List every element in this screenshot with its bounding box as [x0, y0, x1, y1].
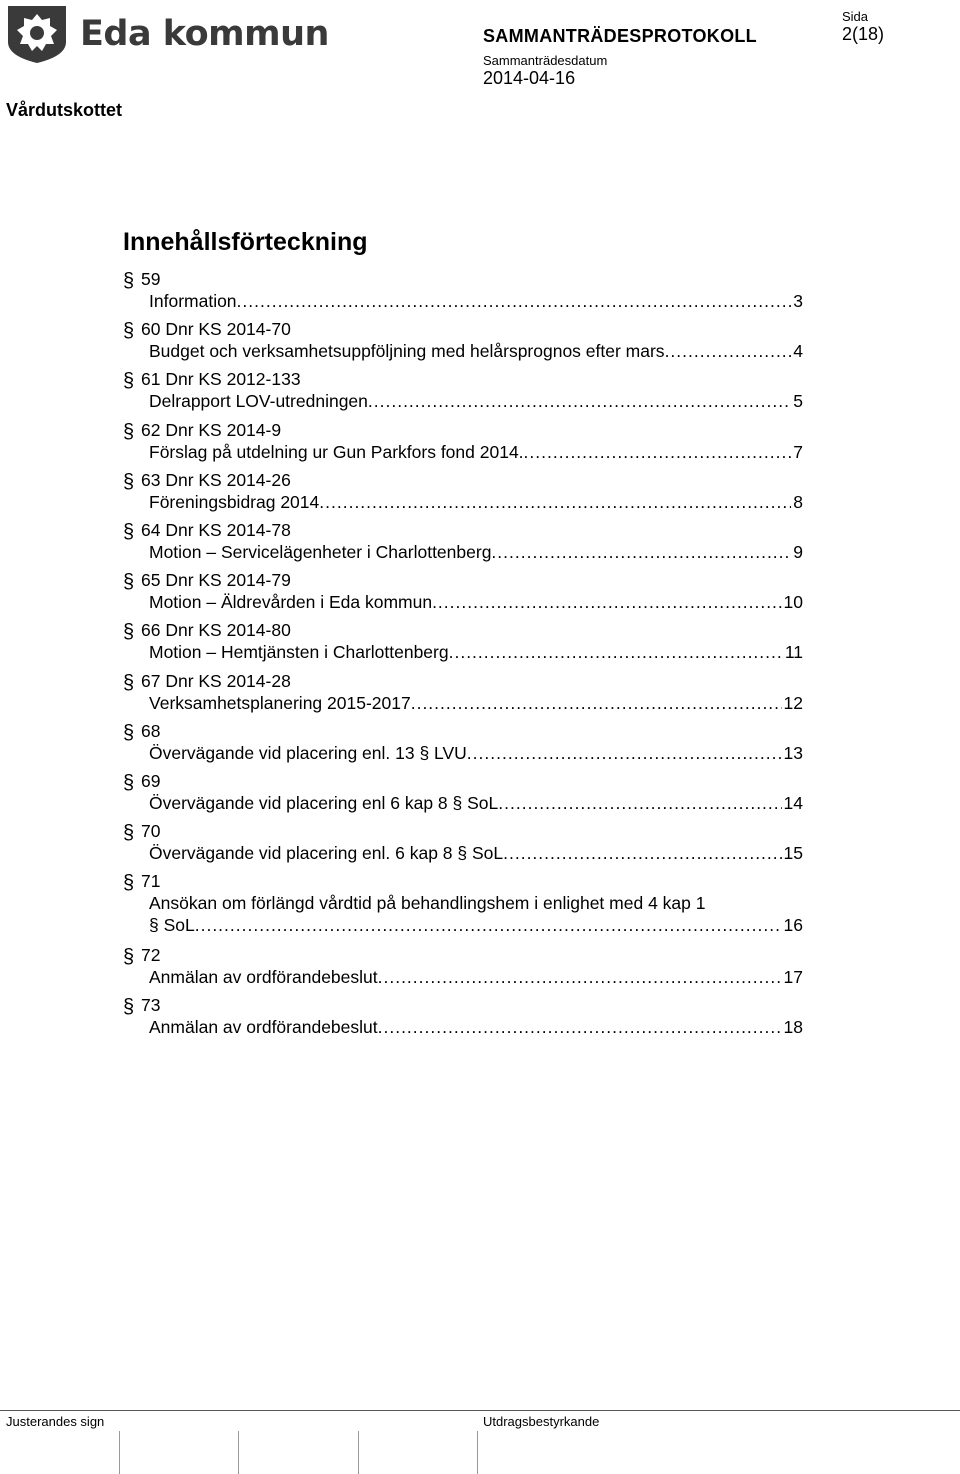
toc-entry[interactable] [123, 266, 803, 316]
toc-entry[interactable] [123, 417, 803, 467]
dot-leader [467, 742, 782, 764]
dot-leader [449, 641, 783, 663]
entry-page: 11 [784, 642, 803, 663]
section-symbol: § [123, 872, 135, 895]
dot-leader [319, 491, 791, 513]
meeting-date-label: Sammanträdesdatum [483, 53, 608, 68]
entry-page: 16 [783, 915, 803, 936]
entry-title: Anmälan av ordförandebeslut [149, 967, 378, 988]
section-symbol: § [123, 771, 135, 794]
entry-title: Övervägande vid placering enl. 13 § LVU [149, 742, 467, 763]
entry-title: Verksamhetsplanering 2015-2017 [149, 692, 411, 713]
entry-title: Motion – Servicelägenheter i Charlottenberg [149, 541, 492, 562]
signature-divider [119, 1431, 120, 1474]
entry-ref: 61 Dnr KS 2012-133 [141, 369, 301, 390]
entry-page: 12 [783, 692, 803, 713]
dot-leader [432, 591, 781, 613]
section-symbol: § [123, 270, 135, 292]
entry-ref: 73 [141, 995, 161, 1016]
entry-ref: 59 [141, 269, 161, 289]
entry-page: 18 [783, 1017, 803, 1038]
entry-page: 7 [793, 441, 803, 462]
entry-ref: 62 Dnr KS 2014-9 [141, 419, 282, 440]
entry-title: Budget och verksamhetsuppföljning med helårsprognos efter mars [149, 341, 665, 362]
section-symbol: § [123, 721, 135, 744]
dot-leader [378, 966, 782, 988]
document-type: SAMMANTRÄDESPROTOKOLL [483, 26, 757, 46]
entry-page: 10 [783, 592, 803, 613]
section-symbol: § [123, 571, 135, 594]
dot-leader [491, 541, 791, 563]
entry-title: Delrapport LOV-utredningen [149, 391, 368, 412]
entry-ref: 71 [141, 871, 161, 892]
entry-ref: 67 Dnr KS 2014-28 [141, 670, 291, 691]
entry-title: Övervägande vid placering enl. 6 kap 8 § SoL [149, 843, 504, 864]
entry-ref: 63 Dnr KS 2014-26 [141, 469, 291, 490]
section-symbol: § [123, 470, 135, 493]
dot-leader [378, 1016, 782, 1038]
section-symbol: § [123, 420, 135, 443]
certification-label: Utdragsbestyrkande [483, 1414, 600, 1429]
page-label: Sida [842, 9, 869, 24]
signature-divider [477, 1431, 478, 1474]
dot-leader [665, 340, 792, 362]
toc-entry[interactable] [123, 992, 803, 1042]
entry-ref: 69 [141, 770, 161, 791]
toc-entry[interactable] [123, 316, 803, 366]
toc-title: Innehållsförteckning [123, 228, 368, 256]
toc-entry[interactable] [123, 718, 803, 768]
coat-of-arms-icon [6, 4, 68, 64]
signature-footer [0, 1410, 960, 1474]
table-of-contents [123, 266, 803, 1043]
section-symbol: § [123, 996, 135, 1019]
entry-page: 4 [793, 341, 803, 362]
entry-page: 5 [793, 391, 803, 412]
toc-entry[interactable] [123, 617, 803, 667]
toc-entry[interactable] [123, 942, 803, 992]
entry-title: Information [149, 291, 237, 311]
entry-title-line-2: § SoL [149, 915, 195, 936]
section-symbol: § [123, 320, 135, 343]
entry-title: Övervägande vid placering enl 6 kap 8 § SoL [149, 792, 499, 813]
toc-entry[interactable] [123, 668, 803, 718]
entry-title-line-1: Ansökan om förlängd vårdtid på behandlingshem i enlighet med 4 kap 1 [149, 893, 706, 914]
committee-name: Vårdutskottet [6, 100, 123, 120]
section-symbol: § [123, 370, 135, 393]
municipality-logo [6, 4, 329, 64]
entry-title: Anmälan av ordförandebeslut [149, 1017, 378, 1038]
entry-page: 9 [793, 541, 803, 562]
entry-ref: 60 Dnr KS 2014-70 [141, 319, 291, 340]
entry-title: Motion – Hemtjänsten i Charlottenberg [149, 642, 449, 663]
signature-divider [358, 1431, 359, 1474]
entry-title: Motion – Äldrevården i Eda kommun [149, 592, 433, 613]
entry-ref: 64 Dnr KS 2014-78 [141, 519, 291, 540]
adjusters-signature-label: Justerandes sign [6, 1414, 105, 1429]
toc-entry[interactable] [123, 517, 803, 567]
entry-page: 13 [783, 742, 803, 763]
signature-divider [238, 1431, 239, 1474]
toc-entry[interactable] [123, 567, 803, 617]
section-symbol: § [123, 946, 135, 969]
meeting-date: 2014-04-16 [483, 68, 576, 88]
toc-entry[interactable] [123, 366, 803, 416]
dot-leader [498, 792, 781, 814]
entry-page: 3 [793, 291, 803, 311]
entry-ref: 68 [141, 720, 161, 741]
entry-page: 14 [783, 792, 803, 813]
entry-title: Föreningsbidrag 2014 [149, 491, 320, 512]
entry-title: Förslag på utdelning ur Gun Parkfors fond 2014. [149, 441, 524, 462]
section-symbol: § [123, 671, 135, 694]
toc-entry[interactable] [123, 467, 803, 517]
entry-ref: 70 [141, 821, 161, 842]
entry-ref: 65 Dnr KS 2014-79 [141, 570, 291, 591]
brand-name: Eda kommun [80, 14, 329, 54]
entry-ref: 72 [141, 945, 161, 966]
dot-leader [524, 441, 792, 463]
toc-entry[interactable] [123, 768, 803, 818]
entry-page: 8 [793, 491, 803, 512]
entry-ref: 66 Dnr KS 2014-80 [141, 620, 291, 641]
section-symbol: § [123, 520, 135, 543]
section-symbol: § [123, 822, 135, 845]
dot-leader [195, 914, 782, 936]
toc-entry[interactable] [123, 868, 803, 942]
dot-leader [368, 390, 791, 412]
section-symbol: § [123, 621, 135, 644]
page-number: 2(18) [842, 24, 885, 44]
dot-leader [237, 290, 792, 312]
entry-page: 17 [783, 967, 803, 988]
dot-leader [411, 692, 782, 714]
toc-entry[interactable] [123, 818, 803, 868]
dot-leader [503, 842, 781, 864]
entry-page: 15 [783, 843, 803, 864]
